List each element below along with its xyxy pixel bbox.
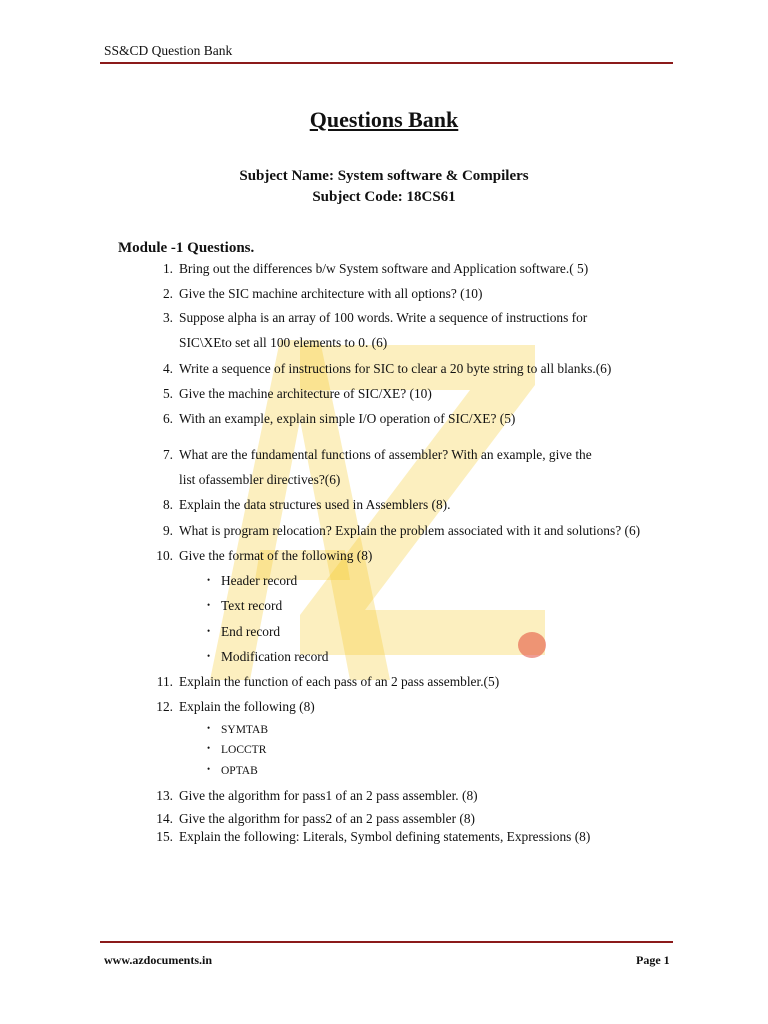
header-title: SS&CD Question Bank (104, 43, 233, 58)
bullet-item: • LOCCTR (207, 743, 267, 756)
question-item: 4. Write a sequence of instructions for SIC to clear a 20 byte string to all blanks.(6) (162, 361, 612, 376)
az-watermark-logo (150, 300, 570, 680)
question-item: 2. Give the SIC machine architecture with all options? (10) (162, 286, 483, 301)
question-continuation: SIC\XEto set all 100 elements to 0. (6) (179, 335, 388, 350)
footer-website-link[interactable]: www.azdocuments.in (104, 953, 213, 967)
bullet-item: • OPTAB (207, 764, 258, 777)
question-item: 13. Give the algorithm for pass1 of an 2 pass assembler. (8) (156, 788, 478, 803)
question-item: 7. What are the fundamental functions of assembler? With an example, give the (162, 447, 592, 462)
question-item: 1. Bring out the differences b/w System software and Application software.( 5) (162, 261, 589, 276)
question-item: 11. Explain the function of each pass of an 2 pass assembler.(5) (156, 674, 500, 689)
bullet-item: • Text record (207, 598, 283, 613)
bullet-item: • SYMTAB (207, 723, 269, 736)
question-continuation: list ofassembler directives?(6) (179, 472, 341, 487)
page-title: Questions Bank (309, 107, 459, 132)
question-item: 14. Give the algorithm for pass2 of an 2 pass assembler (8) (156, 811, 476, 826)
header-divider (100, 62, 673, 64)
question-item: 12. Explain the following (8) (156, 699, 315, 714)
module-heading: Module -1 Questions. (118, 240, 255, 256)
question-item: 10. Give the format of the following (8) (156, 548, 373, 563)
question-item: 15. Explain the following: Literals, Symbol defining statements, Expressions (8) (156, 829, 591, 844)
bullet-item: • Header record (207, 573, 298, 588)
footer-divider (100, 941, 673, 943)
question-item: 5. Give the machine architecture of SIC/XE? (10) (162, 386, 432, 401)
bullet-item: • End record (207, 624, 281, 639)
subject-name: Subject Name: System software & Compilers (239, 168, 529, 184)
subject-code: Subject Code: 18CS61 (312, 189, 456, 205)
question-item: 9. What is program relocation? Explain the problem associated with it and solutions? (6) (162, 523, 641, 538)
bullet-item: • Modification record (207, 649, 329, 664)
page-number: Page 1 (636, 953, 670, 967)
question-item: 6. With an example, explain simple I/O operation of SIC/XE? (5) (162, 411, 516, 426)
question-item: 3. Suppose alpha is an array of 100 words. Write a sequence of instructions for (162, 310, 588, 325)
question-item: 8. Explain the data structures used in Assemblers (8). (162, 497, 451, 512)
